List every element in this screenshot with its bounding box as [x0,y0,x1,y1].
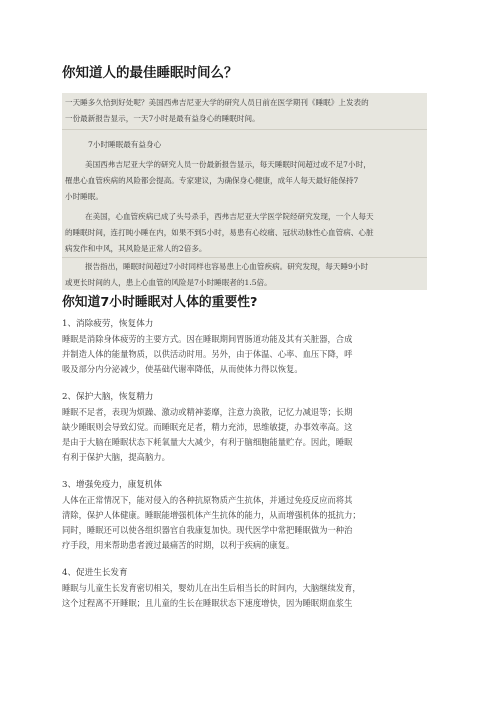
box-subtitle: 7小时睡眠最有益身心 [88,140,162,149]
box-divider [62,257,427,258]
section-text-line: 睡眠是消除身体疲劳的主要方式。因在睡眠期间胃肠道功能及其有关脏器，合成 [62,334,353,344]
box-para3-line-2: 或更长时间的人，患上心血管的风险是7小时睡眠者的1.5倍。 [62,276,427,290]
page-title: 你知道人的最佳睡眠时间么？ [62,65,238,81]
highlight-box [62,93,427,276]
section-text-line: 睡眠不足者，表现为烦躁、激动或精神萎靡，注意力涣散，记忆力减退等；长期 [62,407,353,417]
box-intro-line-1: 一天睡多久恰到好处呢？美国西弗吉尼亚大学的研究人员日前在医学期刊《睡眠》上发表的 [65,98,369,107]
section-text-line: 同时，睡眠还可以使各组织器官自我康复加快。现代医学中常把睡眠做为一种治 [62,525,353,535]
section-heading: 3、增强免疫力，康复机体 [62,480,162,490]
section-heading: 1、消除疲劳，恢复体力 [62,319,154,329]
box-para2-line-1: 在美国，心血管疾病已成了头号杀手，西弗吉尼亚大学医学院经研究发现，一个人每天 [85,212,374,221]
section-heading: 2、保护大脑，恢复精力 [62,392,154,402]
section-text-line: 并制造人体的能量物质，以供活动时用。另外，由于体温、心率、血压下降，呼 [62,349,353,359]
section-text-line: 缺少睡眠则会导致幻觉。而睡眠充足者，精力充沛，思维敏捷，办事效率高。这 [62,422,353,432]
section-title: 你知道7小时睡眠对人体的重要性? [62,295,258,310]
section-text-line: 是由于大脑在睡眠状态下耗氧量大大减少，有利于脑细胞能量贮存。因此，睡眠 [62,437,353,447]
section-text-line: 这个过程离不开睡眠；且儿童的生长在睡眠状态下速度增快，因为睡眠期血浆生 [62,598,353,608]
section-text-line: 清除，保护人体健康。睡眠能增强机体产生抗体的能力，从而增强机体的抵抗力； [62,510,361,520]
box-para1-line-3: 小时睡眠。 [65,192,103,201]
section-text-line: 吸及部分内分泌减少，使基础代谢率降低，从而使体力得以恢复。 [62,364,303,374]
section-text-line: 人体在正常情况下，能对侵入的各种抗原物质产生抗体，并通过免疫反应而将其 [62,495,353,505]
box-intro-line-2: 一份最新报告显示，一天7小时是最有益身心的睡眠时间。 [65,114,260,123]
box-para2-line-3: 病发作和中风，其风险是正常人的2倍多。 [65,244,207,253]
section-text-line: 疗手段，用来帮助患者渡过最痛苦的时期，以利于疾病的康复。 [62,540,295,550]
section-heading: 4、促进生长发育 [62,568,128,578]
box-para2-line-2: 的睡眠时间，连打盹小睡在内，如果不到5小时，易患有心绞痛、冠状动脉性心血管病、心脏 [65,228,374,237]
box-para1-line-2: 罹患心血管疾病的风险都会提高。专家建议，为确保身心健康，成年人每天最好能保持7 [65,176,359,185]
section-text-line: 睡眠与儿童生长发育密切相关，婴幼儿在出生后相当长的时间内，大脑继续发育， [62,583,361,593]
box-divider [62,129,427,130]
box-para1-line-1: 美国西弗吉尼亚大学的研究人员一份最新报告显示，每天睡眠时间超过或不足7小时， [85,160,371,169]
box-para3-line-1: 报告指出，睡眠时间超过7小时同样也容易患上心血管疾病。研究发现，每天睡9小时 [85,262,369,271]
section-text-line: 有利于保护大脑，提高脑力。 [62,452,170,462]
